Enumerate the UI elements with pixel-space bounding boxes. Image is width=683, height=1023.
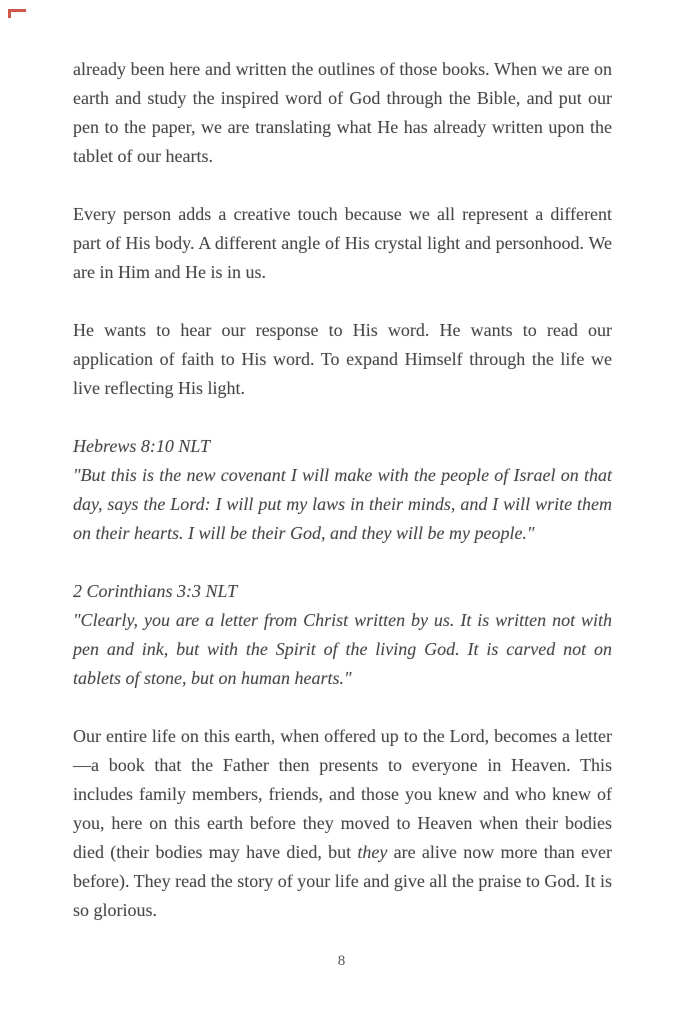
paragraph-1: already been here and written the outlines of those books. When we are on earth and study the inspired word of God through the Bible, and put our pen to the paper, we are translating what He has already written upon the tablet of our hearts. bbox=[73, 59, 612, 166]
page-footer bbox=[0, 953, 683, 970]
paragraph-2: Every person adds a creative touch because we all represent a different part of His body. A different angle of His crystal light and personhood. We are in Him and He is in us. bbox=[73, 204, 612, 282]
paragraph-4: Our entire life on this earth, when offered up to the Lord, becomes a letter—a book that the Father then presents to everyone in Heaven. This includes family members, friends, and those you knew and who knew of you, here on this earth before they moved to Heaven when their bodies died (their bodies may have died, but they are alive now more than ever before). They read the story of your life and give all the praise to God. It is so glorious. bbox=[73, 726, 612, 920]
scripture-reference: Hebrews 8:10 NLT bbox=[73, 436, 210, 456]
scripture-quote: "Clearly, you are a letter from Christ written by us. It is written not with pen and ink, but with the Spirit of the living God. It is carved not on tablets of stone, but on human hearts." bbox=[73, 610, 612, 688]
page-text bbox=[73, 55, 612, 954]
scripture-block-hebrews bbox=[73, 432, 612, 548]
scripture-quote: "But this is the new covenant I will make with the people of Israel on that day, says the Lord: I will put my laws in their minds, and I will write them on their hearts. I will be their God, and they will be my people." bbox=[73, 465, 612, 543]
scripture-block-corinthians bbox=[73, 577, 612, 693]
page-number: 8 bbox=[337, 953, 346, 969]
paragraph-3: He wants to hear our response to His word. He wants to read our application of faith to His word. To expand Himself through the life we live reflecting His light. bbox=[73, 320, 612, 398]
red-corner-mark bbox=[8, 7, 28, 19]
red-corner-mark-vertical bbox=[8, 9, 11, 18]
scripture-reference: 2 Corinthians 3:3 NLT bbox=[73, 581, 238, 601]
